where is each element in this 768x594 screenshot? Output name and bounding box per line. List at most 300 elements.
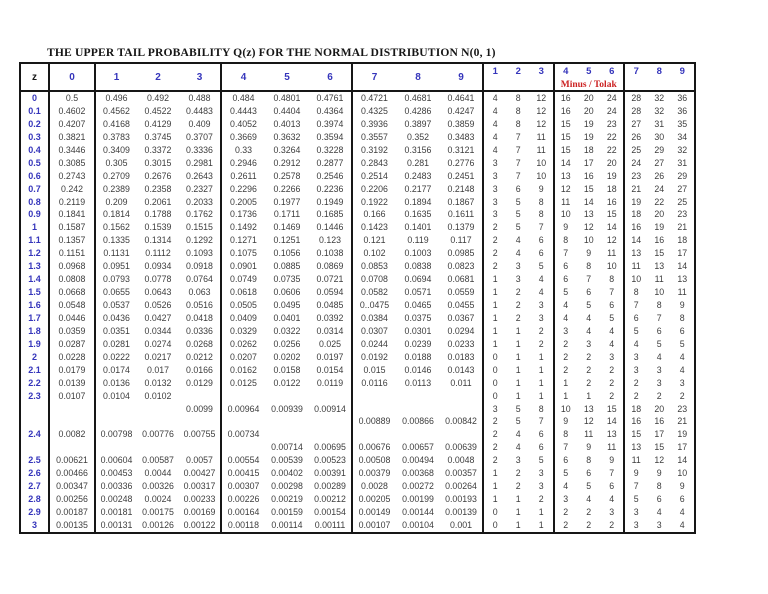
minus-value-cell: 13 [554,170,578,183]
q-value-cell: 0.4404 [273,105,301,116]
minus-value-cell: 31 [654,118,665,129]
minus-value-cell: 5 [624,325,648,338]
z-label: 2.3 [28,390,41,401]
minus-value-cell: 11 [584,429,594,440]
header-col-7: 7 [352,63,396,91]
minus-value-cell: 4 [609,338,615,349]
q-value-cell: 0.00695 [314,442,346,453]
minus-value-cell: 2 [515,481,521,492]
minus-value-cell: 20 [654,403,665,414]
q-value-cell: 0..0475 [352,299,396,312]
minus-value-cell: 10 [606,261,617,272]
minus-value-cell: 1 [515,390,521,401]
minus-value-cell: 11 [536,131,546,142]
minus-value-cell: 10 [624,273,648,286]
minus-value-cell: 15 [583,183,594,194]
q-value-cell: 0.0183 [447,351,475,362]
minus-value-cell: 26 [654,170,665,181]
minus-value-cell: 1 [538,507,544,517]
table-row [20,157,695,170]
q-value-cell: 0.00317 [183,481,216,492]
q-value-cell: 0.2981 [186,157,213,168]
q-value-cell: 0.1894 [404,196,432,207]
q-value-cell: 0.00734 [221,428,265,441]
table-row [20,493,695,506]
q-value-cell: 0.0028 [352,480,396,493]
minus-value-cell: 12 [536,118,547,129]
table-row [20,91,695,105]
q-value-cell: 0.3264 [273,144,301,155]
q-value-cell: 0.2358 [144,183,172,194]
q-value-cell: 0.00104 [402,519,434,530]
q-value-cell: 0.0281 [95,338,137,351]
minus-value-cell: 4 [538,274,544,285]
minus-value-cell: 31 [677,157,688,168]
z-label [20,415,49,428]
q-value-cell: 0.1736 [221,208,265,221]
q-value-cell [440,390,483,403]
minus-value-cell: 4 [656,507,662,517]
q-value-cell: 0.0197 [316,351,344,362]
minus-value-cell: 6 [679,325,685,336]
minus-value-cell: 3 [538,300,544,310]
minus-value-cell: 2 [624,377,648,390]
q-value-cell: 0.1151 [49,247,95,260]
minus-value-cell: 5 [515,222,521,233]
q-value-cell: 0.4761 [316,93,344,103]
q-value-cell: 0.0104 [95,390,137,403]
minus-value-cell: 13 [583,209,594,220]
header-col-5: 5 [265,63,309,91]
q-value-cell: 0.4247 [447,105,475,116]
minus-value-cell: 12 [606,235,617,246]
q-value-cell [396,428,440,441]
q-value-cell: 0.3859 [447,118,475,129]
minus-value-cell: 1 [538,351,544,362]
z-label: 2.2 [28,377,41,388]
q-value-cell: 0.1401 [404,222,432,233]
minus-value-cell: 11 [607,442,617,453]
minus-value-cell: 7 [624,299,648,312]
z-label [20,441,49,454]
q-value-cell: 0.0436 [95,312,137,325]
q-value-cell: 0.409 [188,118,211,129]
minus-value-cell: 35 [677,118,688,129]
minus-value-cell: 4 [515,442,521,453]
table-row [20,506,695,519]
q-value-cell: 0.0951 [95,260,137,273]
q-value-cell: 0.0057 [186,455,213,466]
minus-value-cell: 22 [606,131,617,142]
minus-value-cell: 2 [586,519,592,530]
minus-value-cell: 6 [515,183,521,194]
q-value-cell: 0.0139 [49,377,95,390]
q-value-cell: 0.3015 [144,157,172,168]
minus-value-cell: 3 [483,208,507,221]
q-value-cell: 0.4325 [352,105,396,118]
q-value-cell: 0.063 [188,287,211,298]
q-value-cell: 0.242 [49,183,95,196]
q-value-cell: 0.0838 [404,261,432,272]
minus-value-cell: 8 [538,196,544,207]
minus-value-cell: 2 [515,287,521,298]
minus-value-cell: 4 [609,494,615,505]
q-value-cell: 0.2912 [273,157,301,168]
q-value-cell: 0.00144 [402,507,434,517]
q-value-cell: 0.2643 [186,170,213,181]
minus-value-cell: 17 [654,429,665,440]
minus-value-cell: 1 [483,325,507,338]
minus-value-cell: 8 [586,455,592,466]
minus-value-cell: 9 [624,467,648,480]
q-value-cell: 0.00379 [352,467,396,480]
minus-value-cell: 3 [483,157,507,170]
minus-value-cell: 1 [515,351,521,362]
minus-value-cell: 27 [624,118,648,131]
minus-value-cell: 3 [515,261,521,272]
q-value-cell: 0.1922 [352,196,396,209]
q-value-cell: 0.4641 [447,93,475,103]
q-value-cell: 0.496 [95,91,137,105]
minus-value-cell: 1 [483,299,507,312]
q-value-cell: 0.3336 [186,144,213,155]
minus-value-cell: 6 [554,454,578,467]
minus-value-cell: 6 [538,442,544,453]
minus-value-cell: 25 [624,144,648,157]
minus-value-cell: 1 [515,519,521,530]
q-value-cell: 0.4681 [404,93,432,103]
q-value-cell: 0.3745 [144,131,172,142]
q-value-cell: 0.00298 [271,481,303,492]
minus-value-cell: 10 [536,157,547,168]
q-value-cell: 0.3594 [316,131,344,142]
minus-value-cell: 8 [515,118,521,129]
q-value-cell: 0.2578 [273,170,301,181]
q-value-cell: 0.00139 [445,507,477,517]
q-value-cell: 0.0125 [221,377,265,390]
minus-value-cell: 16 [624,415,648,428]
minus-value-cell: 7 [609,468,615,479]
minus-value-cell: 6 [538,429,544,440]
q-value-cell: 0.0934 [144,261,172,272]
q-value-cell: 0.0582 [352,286,396,299]
minus-value-cell: 32 [677,144,688,155]
q-value-cell: 0.00307 [221,480,265,493]
minus-value-cell: 14 [583,196,594,207]
q-value-cell: 0.00149 [352,506,396,519]
q-value-cell: 0.0146 [404,364,432,375]
minus-value-cell: 8 [679,312,685,323]
q-value-cell [396,390,440,403]
z-label: 1.4 [28,274,41,285]
z-label: 2.1 [28,364,41,375]
minus-value-cell: 1 [483,480,507,493]
q-value-cell: 0.3669 [221,131,265,144]
q-value-cell: 0.0694 [404,274,432,285]
q-value-cell: 0.0351 [95,325,137,338]
q-value-cell: 0.0548 [49,299,95,312]
minus-value-cell: 0 [483,506,507,519]
minus-value-cell: 23 [677,209,688,220]
minus-value-cell: 18 [677,235,688,246]
q-value-cell: 0.1492 [221,221,265,234]
q-value-cell: 0.0174 [95,364,137,377]
minus-value-cell: 4 [586,325,592,336]
q-value-cell: 0.00889 [352,415,396,428]
minus-value-cell: 7 [515,170,521,181]
header-col-4: 4 [221,63,265,91]
q-value-cell: 0.1788 [144,209,172,220]
minus-value-cell: 1 [483,312,507,325]
minus-value-cell: 12 [536,93,547,103]
minus-value-cell: 29 [654,144,665,155]
minus-value-cell: 8 [554,428,578,441]
q-value-cell: 0.0256 [273,338,301,349]
q-value-cell: 0.00776 [142,429,174,440]
q-value-cell: 0.00866 [402,416,434,427]
q-value-cell: 0.00126 [142,519,174,530]
q-value-cell [95,441,137,454]
minus-value-cell: 2 [483,234,507,247]
minus-value-cell: 1 [483,493,507,506]
q-value-cell: 0.4013 [273,118,301,129]
q-value-cell [179,441,221,454]
table-row [20,441,695,454]
z-label: 2.5 [28,455,41,466]
q-value-cell: 0.0294 [447,325,475,336]
q-value-cell: 0.00248 [95,493,137,506]
q-value-cell: 0.0044 [144,468,172,479]
q-value-cell: 0.00205 [352,493,396,506]
q-value-cell: 0.3121 [447,144,475,155]
q-value-cell: 0.0129 [186,377,213,388]
q-value-cell [221,390,265,403]
minus-value-cell: 22 [654,196,665,207]
q-value-cell: 0.1271 [221,234,265,247]
minus-value-cell: 15 [654,248,665,259]
q-value-cell: 0.0228 [49,351,95,364]
minus-value-cell: 2 [483,441,507,454]
q-value-cell: 0.1977 [273,196,301,207]
q-value-cell: 0.3446 [49,144,95,157]
q-value-cell: 0.3409 [95,144,137,157]
q-value-cell: 0.4562 [95,105,137,118]
minus-value-cell: 3 [609,351,615,362]
minus-value-cell: 32 [654,93,665,103]
minus-value-cell: 9 [679,481,685,492]
minus-value-cell: 2 [538,338,544,349]
q-value-cell: 0.0655 [95,286,137,299]
q-value-cell: 0.00391 [314,468,346,479]
minus-value-cell: 2 [538,494,544,505]
minus-value-cell: 6 [656,494,662,505]
minus-value-cell: 6 [656,325,662,336]
q-value-cell: 0.121 [352,234,396,247]
q-value-cell: 0.0344 [144,325,172,336]
q-value-cell: 0.3372 [144,144,172,155]
table-row [20,234,695,247]
q-value-cell: 0.00914 [314,403,346,414]
z-label: 1.5 [28,287,41,298]
minus-value-cell: 3 [624,351,648,364]
z-label: 2.6 [28,468,41,479]
minus-value-cell: 1 [586,390,592,401]
minus-value-cell: 2 [515,468,521,479]
minus-value-cell: 10 [654,287,665,298]
minus-value-cell: 1 [515,494,521,505]
q-value-cell: 0.0764 [186,274,213,285]
q-value-cell: 0.0853 [352,260,396,273]
q-value-cell: 0.00289 [314,481,346,492]
minus-value-cell: 13 [624,441,648,454]
q-value-cell: 0.3936 [352,118,396,131]
q-value-cell: 0.492 [146,93,169,103]
z-label: 1.7 [28,312,41,323]
minus-value-cell: 9 [586,248,592,259]
z-label [20,403,49,416]
q-value-cell: 0.0901 [221,260,265,273]
minus-value-cell: 3 [656,377,662,388]
minus-value-cell: 6 [679,494,685,505]
minus-value-cell: 7 [609,287,615,298]
minus-value-cell: 8 [554,234,578,247]
q-value-cell: 0.00159 [271,507,303,517]
z-label: 2.4 [28,429,41,440]
minus-value-cell: 36 [677,93,688,103]
q-value-cell [179,415,221,428]
minus-value-cell: 9 [656,468,662,479]
q-value-cell: 0.00368 [402,468,434,479]
minus-value-cell: 16 [654,416,665,427]
minus-value-cell: 29 [677,170,688,181]
q-value-cell: 0.0485 [316,300,344,310]
minus-value-cell: 4 [554,480,578,493]
table-body [20,91,695,533]
z-label: 0.1 [28,105,41,116]
q-value-cell: 0.0681 [447,274,475,285]
q-value-cell: 0.00402 [271,468,303,479]
q-value-cell: 0.1292 [186,235,213,246]
minus-value-cell: 1 [515,377,521,388]
q-value-cell: 0.3821 [49,131,95,144]
minus-value-cell: 2 [515,312,521,323]
minus-value-cell: 10 [536,170,547,181]
q-value-cell: 0.00114 [271,519,303,530]
minus-value-cell: 7 [554,441,578,454]
q-value-cell: 0.0537 [95,299,137,312]
q-value-cell: 0.0329 [221,325,265,338]
minus-value-cell: 1 [538,364,544,375]
minus-value-cell: 23 [624,170,648,183]
q-value-cell: 0.0233 [447,338,475,349]
minus-value-cell: 11 [624,260,648,273]
q-value-cell [265,428,309,441]
q-value-cell: 0.4286 [404,105,432,116]
q-value-cell: 0.2177 [404,183,432,194]
q-value-cell: 0.0735 [273,274,301,285]
q-value-cell: 0.2709 [95,170,137,183]
q-value-cell: 0.0082 [49,428,95,441]
q-value-cell: 0.0136 [95,377,137,390]
header-col-9: 9 [440,63,483,91]
z-label: 2.9 [28,507,41,517]
q-value-cell: 0.0188 [404,351,432,362]
q-value-cell: 0.0217 [144,351,172,362]
minus-value-cell: 4 [515,248,521,259]
q-value-cell: 0.00199 [402,494,434,505]
minus-value-cell: 32 [654,105,665,116]
q-value-cell: 0.1587 [49,221,95,234]
minus-value-cell: 28 [624,105,648,118]
probability-table [19,62,696,534]
header-col-6: 6 [309,63,352,91]
q-value-cell: 0.0409 [221,312,265,325]
q-value-cell: 0.0119 [316,377,344,388]
minus-value-cell: 12 [583,222,594,233]
q-value-cell [265,415,309,428]
minus-value-cell: 9 [609,455,615,466]
q-value-cell: 0.00107 [352,519,396,533]
minus-value-cell: 11 [624,454,648,467]
q-value-cell: 0.4483 [186,105,213,116]
minus-value-cell: 16 [554,91,578,105]
q-value-cell: 0.3632 [273,131,301,142]
minus-value-cell: 7 [586,274,592,285]
minus-value-cell: 4 [679,507,685,517]
q-value-cell [137,403,179,416]
minus-value-cell: 3 [656,364,662,375]
q-value-cell: 0.1539 [144,222,172,233]
minus-value-cell: 4 [515,429,521,440]
q-value-cell: 0.2327 [186,183,213,194]
q-value-cell: 0.5 [49,91,95,105]
table-row [20,428,695,441]
minus-value-cell: 3 [483,403,507,416]
q-value-cell: 0.0968 [49,260,95,273]
minus-value-cell: 10 [677,468,688,479]
q-value-cell: 0.0495 [273,300,301,310]
minus-value-cell: 19 [606,170,617,181]
q-value-cell: 0.3897 [404,118,432,129]
minus-value-cell: 19 [583,118,594,129]
q-value-cell: 0.1949 [316,196,344,207]
q-value-cell [440,403,483,416]
q-value-cell [137,441,179,454]
q-value-cell: 0.1469 [273,222,301,233]
q-value-cell: 0.2843 [352,157,396,170]
q-value-cell: 0.00233 [183,494,216,505]
q-value-cell: 0.0102 [144,390,172,401]
q-value-cell: 0.0158 [273,364,301,375]
minus-value-cell: 4 [679,519,685,530]
q-value-cell [179,390,221,403]
q-value-cell [265,390,309,403]
minus-value-cell: 8 [609,274,615,285]
q-value-cell [309,390,352,403]
q-value-cell: 0.011 [450,377,472,388]
minus-value-cell: 14 [606,416,617,427]
q-value-cell: 0.0606 [273,287,301,298]
q-value-cell: 0.00755 [183,429,216,440]
q-value-cell: 0.1611 [447,209,475,220]
minus-value-cell: 13 [606,429,617,440]
minus-value-cell: 9 [554,221,578,234]
q-value-cell: 0.00347 [49,480,95,493]
q-value-cell: 0.2676 [144,170,172,181]
minus-value-cell: 11 [654,274,664,285]
q-value-cell: 0.2611 [221,170,265,183]
minus-value-cell: 21 [677,222,688,233]
